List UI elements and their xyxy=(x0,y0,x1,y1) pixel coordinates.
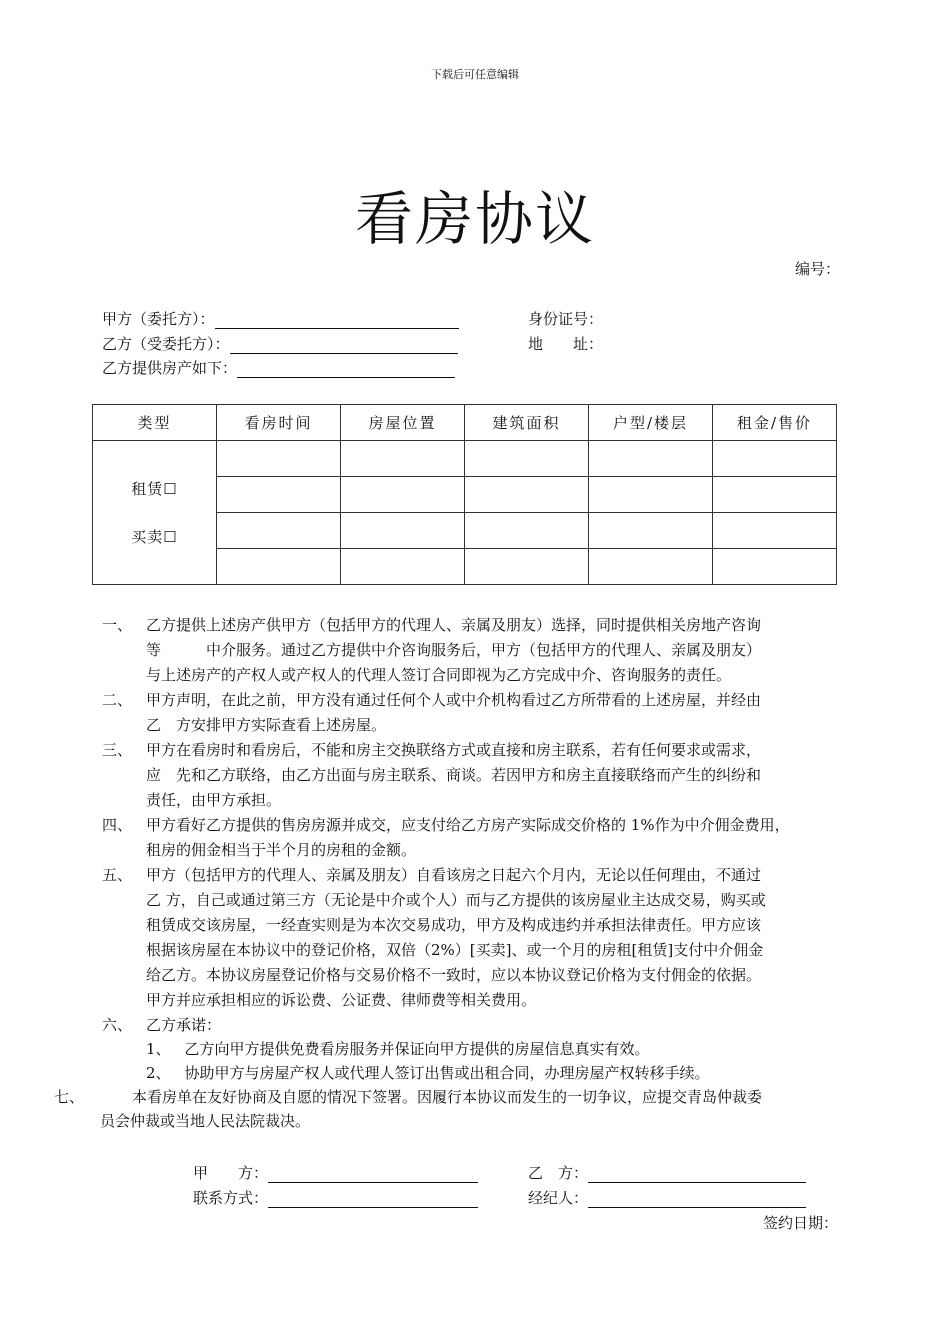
signature-party-a xyxy=(193,1162,478,1183)
table-cell[interactable] xyxy=(341,549,465,585)
table-header: 建筑面积 xyxy=(465,405,589,441)
clause-7-line: 员会仲裁或当地人民法院裁决。 xyxy=(100,1112,311,1130)
promise-number: 1、 xyxy=(146,1040,171,1058)
clause-line: 甲方并应承担相应的诉讼费、公证费、律师费等相关费用。 xyxy=(146,991,537,1009)
table-cell[interactable] xyxy=(589,549,713,585)
property-table xyxy=(92,404,837,585)
serial-number-label: 编号： xyxy=(795,260,841,278)
table-cell[interactable] xyxy=(217,441,341,477)
table-cell[interactable] xyxy=(217,513,341,549)
signature-party-b-label: 乙 方： xyxy=(528,1164,589,1182)
property-field xyxy=(102,357,455,378)
document-title: 看房协议 xyxy=(354,185,595,253)
table-header: 类型 xyxy=(93,405,217,441)
header-note: 下载后可任意编辑 xyxy=(431,68,519,81)
table-cell[interactable] xyxy=(465,477,589,513)
signature-party-b-blank[interactable] xyxy=(588,1166,806,1183)
clause-number: 五、 xyxy=(102,866,133,884)
clause-line: 给乙方。本协议房屋登记价格与交易价格不一致时，应以本协议登记价格为支付佣金的依据。 xyxy=(146,966,762,984)
table-cell[interactable] xyxy=(713,477,837,513)
table-cell[interactable] xyxy=(341,513,465,549)
clause-line: 甲方看好乙方提供的售房房源并成交，应支付给乙方房产实际成交价格的 1%作为中介佣金费用， xyxy=(146,816,790,834)
clause-number: 二、 xyxy=(102,691,133,709)
table-header: 看房时间 xyxy=(217,405,341,441)
table-cell[interactable] xyxy=(465,441,589,477)
table-cell[interactable] xyxy=(713,441,837,477)
type-cell xyxy=(93,441,217,585)
signature-agent-blank[interactable] xyxy=(588,1191,806,1208)
table-cell[interactable] xyxy=(341,477,465,513)
clause-line: 租赁成交该房屋，一经查实则是为本次交易成功，甲方及构成违约并承担法律责任。甲方应该 xyxy=(146,916,762,934)
table-header-row xyxy=(93,405,837,441)
clause-line: 乙 方安排甲方实际查看上述房屋。 xyxy=(146,716,387,734)
clause-number: 三、 xyxy=(102,741,133,759)
type-option-sale[interactable]: 买卖☐ xyxy=(131,527,178,546)
signature-agent xyxy=(528,1187,806,1208)
signature-party-a-blank[interactable] xyxy=(268,1166,478,1183)
party-a-field xyxy=(102,308,459,329)
signature-party-b xyxy=(528,1162,806,1183)
clause-line: 责任，由甲方承担。 xyxy=(146,791,282,809)
clause-line: 甲方在看房时和看房后，不能和房主交换联络方式或直接和房主联系，若有任何要求或需求， xyxy=(146,741,762,759)
promise-number: 2、 xyxy=(146,1064,171,1082)
clause-line: 乙方提供上述房产供甲方（包括甲方的代理人、亲属及朋友）选择，同时提供相关房地产咨询 xyxy=(146,616,762,634)
table-cell[interactable] xyxy=(589,441,713,477)
party-b-blank[interactable] xyxy=(230,337,458,354)
table-row xyxy=(93,441,837,477)
clause-number: 一、 xyxy=(102,616,133,634)
table-cell[interactable] xyxy=(465,549,589,585)
table-cell[interactable] xyxy=(217,549,341,585)
signature-party-a-label: 甲 方： xyxy=(193,1164,269,1182)
table-header: 房屋位置 xyxy=(341,405,465,441)
promise-2 xyxy=(146,1061,710,1086)
address-label: 地 址： xyxy=(528,335,604,353)
clause-line: 等 中介服务。通过乙方提供中介咨询服务后，甲方（包括甲方的代理人、亲属及朋友） xyxy=(146,641,762,659)
clause-7-line: 本看房单在友好协商及自愿的情况下签署。因履行本协议而发生的一切争议，应提交青岛仲裁委 xyxy=(132,1088,763,1106)
property-label: 乙方提供房产如下： xyxy=(102,359,238,377)
clause-line: 应 先和乙方联络，由乙方出面与房主联系、商谈。若因甲方和房主直接联络而产生的纠纷和 xyxy=(146,766,762,784)
promise-text: 协助甲方与房屋产权人或代理人签订出售或出租合同，办理房屋产权转移手续。 xyxy=(184,1064,710,1082)
clause-line: 根据该房屋在本协议中的登记价格，双倍（2%）[买卖]、或一个月的房租[租赁]支付中介佣金 xyxy=(146,941,764,959)
table-cell[interactable] xyxy=(713,513,837,549)
party-a-blank[interactable] xyxy=(215,312,459,329)
table-header: 租金/售价 xyxy=(713,405,837,441)
signature-contact-blank[interactable] xyxy=(268,1191,478,1208)
table-cell[interactable] xyxy=(713,549,837,585)
table-cell[interactable] xyxy=(341,441,465,477)
signature-agent-label: 经纪人： xyxy=(528,1189,589,1207)
clause-line: 与上述房产的产权人或产权人的代理人签订合同即视为乙方完成中介、咨询服务的责任。 xyxy=(146,666,732,684)
clause-line: 甲方（包括甲方的代理人、亲属及朋友）自看该房之日起六个月内，无论以任何理由，不通过 xyxy=(146,866,762,884)
party-b-field xyxy=(102,333,458,354)
type-option-rent[interactable]: 租赁☐ xyxy=(131,479,178,498)
party-b-label: 乙方（受委托方）： xyxy=(102,335,230,353)
promise-1 xyxy=(146,1037,650,1062)
table-cell[interactable] xyxy=(589,513,713,549)
table-header: 户型/楼层 xyxy=(589,405,713,441)
signature-contact xyxy=(193,1187,478,1208)
table-cell[interactable] xyxy=(465,513,589,549)
party-a-label: 甲方（委托方）： xyxy=(102,310,215,328)
promise-text: 乙方向甲方提供免费看房服务并保证向甲方提供的房屋信息真实有效。 xyxy=(184,1040,650,1058)
clause-line: 乙方承诺： xyxy=(146,1016,222,1034)
clause-number: 六、 xyxy=(102,1016,133,1034)
clause-number: 四、 xyxy=(102,816,133,834)
table-cell[interactable] xyxy=(217,477,341,513)
clause-line: 租房的佣金相当于半个月的房租的金额。 xyxy=(146,841,417,859)
id-number-label: 身份证号： xyxy=(528,310,604,328)
signing-date-label: 签约日期： xyxy=(763,1214,839,1232)
table-cell[interactable] xyxy=(589,477,713,513)
clause-line: 甲方声明，在此之前，甲方没有通过任何个人或中介机构看过乙方所带看的上述房屋，并经由 xyxy=(146,691,762,709)
signature-contact-label: 联系方式： xyxy=(193,1189,269,1207)
property-blank[interactable] xyxy=(237,361,455,378)
clause-line: 乙 方，自己或通过第三方（无论是中介或个人）而与乙方提供的该房屋业主达成交易，购买或 xyxy=(146,891,766,909)
clause-7-number: 七、 xyxy=(54,1088,85,1106)
